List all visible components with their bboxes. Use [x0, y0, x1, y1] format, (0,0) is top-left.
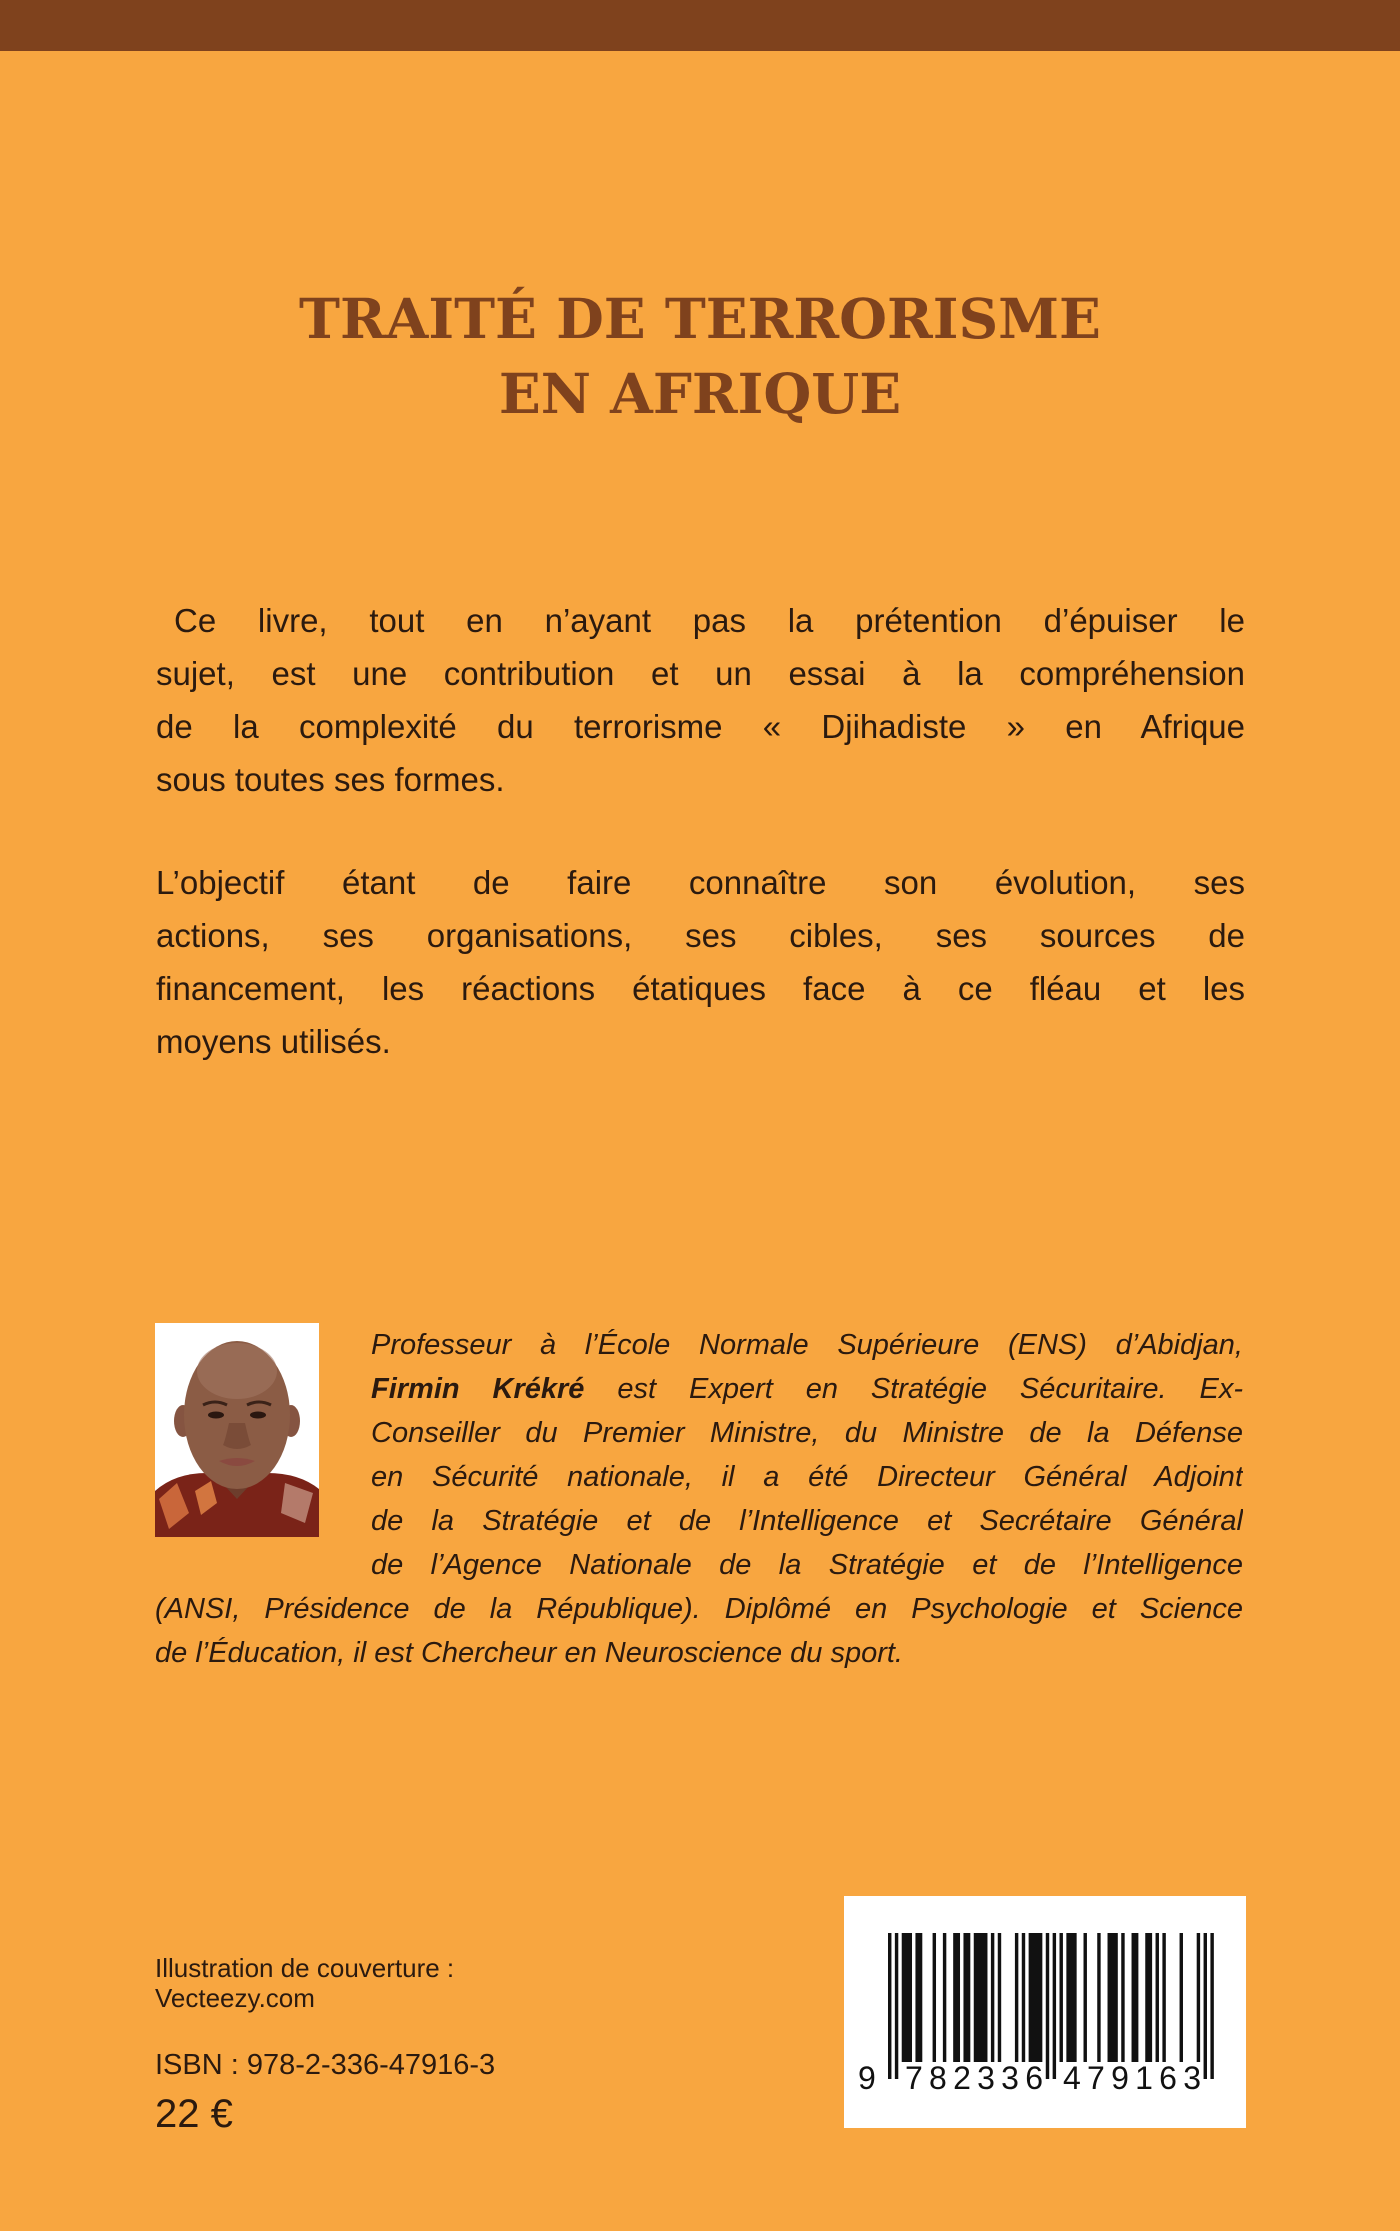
barcode-bar [963, 1933, 970, 2062]
bio-line: en Sécurité nationale, il a été Directeur Général Adjoint [371, 1461, 1243, 1493]
price: 22 € [155, 2092, 233, 2136]
summary-p2-line: moyens utilisés. [156, 1023, 391, 1060]
summary-p1-line: sous toutes ses formes. [156, 761, 505, 798]
barcode-bar [1015, 1933, 1018, 2062]
barcode-bar [1060, 1933, 1063, 2062]
right-eye [250, 1412, 266, 1419]
barcode-left-digits: 782336 [905, 2060, 1043, 2096]
barcode-bar [915, 1933, 922, 2062]
illustration-credit-label: Illustration de couverture : [155, 1953, 455, 1983]
bio-line-text: est Expert en Stratégie Sécuritaire. Ex- [584, 1373, 1243, 1405]
bio-line: Conseiller du Premier Ministre, du Ministre de la Défense [371, 1417, 1243, 1449]
bio-line: de la Stratégie et de l’Intelligence et Secrétaire Général [371, 1505, 1243, 1537]
summary-p2-line: actions, ses organisations, ses cibles, ses sources de [156, 917, 1245, 954]
barcode-bar [933, 1933, 936, 2062]
barcode-bar [1066, 1933, 1076, 2062]
author-photo [155, 1323, 319, 1537]
author-name: Firmin Krékré [371, 1373, 585, 1405]
barcode-bar [1197, 1933, 1200, 2062]
illustration-credit-source: Vecteezy.com [155, 1983, 315, 2013]
barcode-bar [1145, 1933, 1152, 2062]
barcode-bar [1162, 1933, 1165, 2062]
header-bar [0, 0, 1400, 51]
author-portrait [155, 1323, 319, 1537]
summary-p1-line: Ce livre, tout en n’ayant pas la prétention d’épuiser le [174, 602, 1245, 639]
summary-p2-line: L’objectif étant de faire connaître son évolution, ses [156, 864, 1245, 901]
barcode-bar [1121, 1933, 1124, 2062]
book-title-line-1: TRAITÉ DE TERRORISME [299, 286, 1101, 351]
head-highlight [197, 1343, 277, 1399]
summary-p2-line: financement, les réactions étatiques face à ce fléau et les [156, 970, 1245, 1007]
isbn: ISBN : 978-2-336-47916-3 [155, 2049, 496, 2081]
barcode-bar [943, 1933, 946, 2062]
barcode-bar [888, 1933, 891, 2079]
barcode-bar [1180, 1933, 1183, 2062]
bio-line: (ANSI, Présidence de la République). Diplômé en Psychologie et Science [155, 1593, 1243, 1625]
bio-line: de l’Éducation, il est Chercheur en Neuroscience du sport. [155, 1637, 903, 1669]
barcode-bar [1210, 1933, 1213, 2079]
barcode-first-digit: 9 [858, 2060, 876, 2096]
summary-p1-line: sujet, est une contribution et un essai à la compréhension [156, 655, 1245, 692]
book-title-line-2: EN AFRIQUE [498, 361, 902, 426]
barcode-graphic [844, 1896, 1246, 2128]
barcode-bar [1084, 1933, 1087, 2062]
barcode-bar [1097, 1933, 1100, 2062]
barcode-bar [1132, 1933, 1139, 2062]
barcode-bar [1046, 1933, 1049, 2079]
bio-line: de l’Agence Nationale de la Stratégie et de l’Intelligence [371, 1549, 1243, 1581]
barcode-bar [953, 1933, 960, 2062]
barcode-right-digits: 479163 [1063, 2060, 1201, 2096]
barcode-bar [998, 1933, 1001, 2062]
left-eye [208, 1412, 224, 1419]
barcode-bar [974, 1933, 988, 2062]
barcode-bar [1029, 1933, 1043, 2062]
summary-p1-line: de la complexité du terrorisme « Djihadiste » en Afrique [156, 708, 1245, 745]
bio-line [371, 1367, 1243, 1411]
barcode-bar [902, 1933, 912, 2062]
barcode-bar [991, 1933, 994, 2062]
barcode-bar [1204, 1933, 1207, 2079]
barcode-bar [1053, 1933, 1056, 2079]
bio-line: Professeur à l’École Normale Supérieure (ENS) d’Abidjan, [371, 1329, 1243, 1361]
barcode [844, 1896, 1246, 2128]
barcode-bar [1156, 1933, 1159, 2062]
barcode-bar [895, 1933, 898, 2079]
barcode-bar [1108, 1933, 1118, 2062]
barcode-bars [888, 1933, 1214, 2079]
barcode-bar [1022, 1933, 1025, 2062]
